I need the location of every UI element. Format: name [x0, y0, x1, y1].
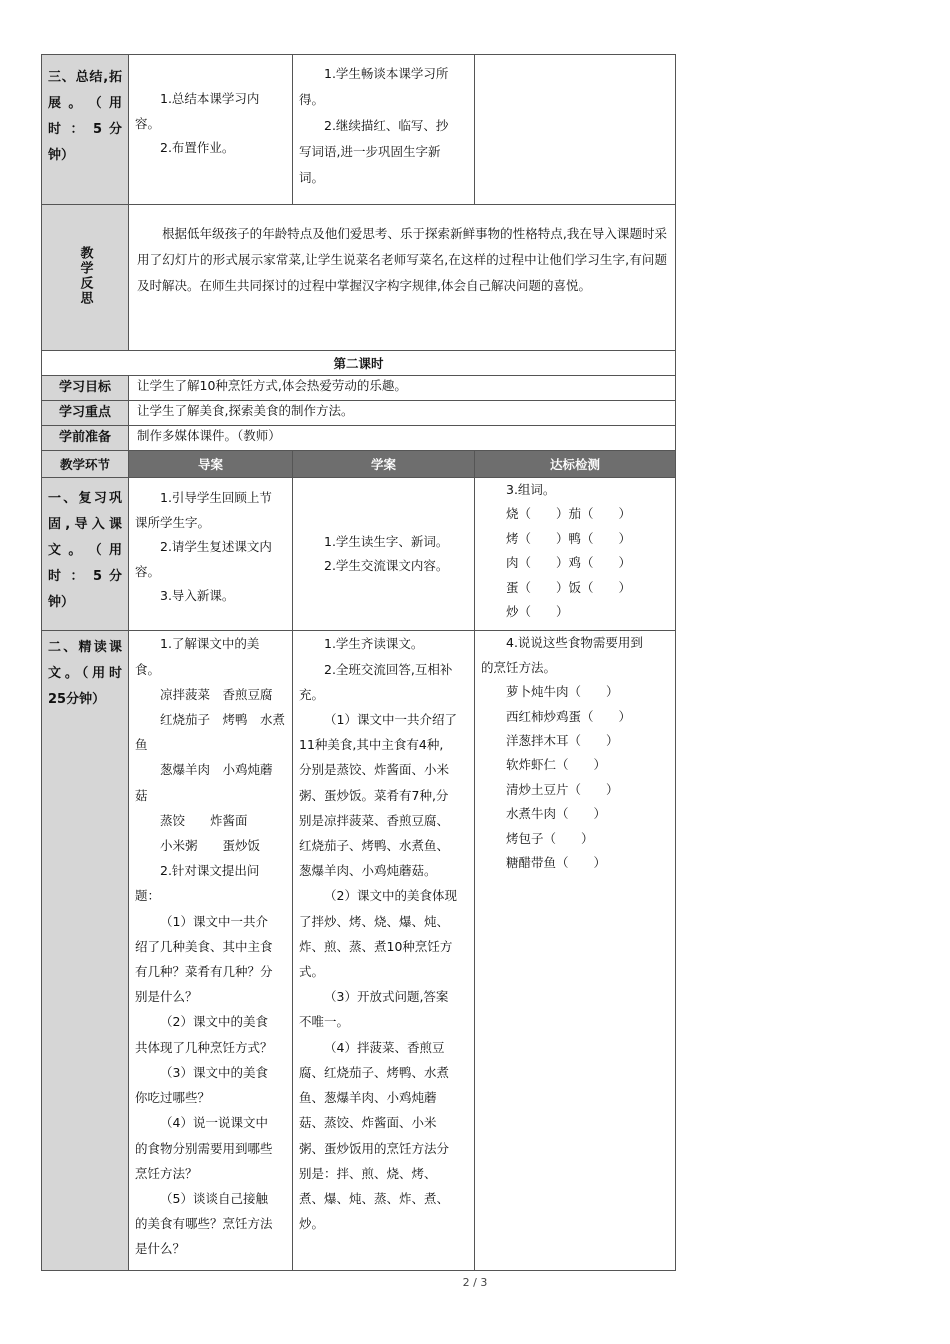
prep-value: 制作多媒体课件。（教师） — [129, 426, 676, 451]
header-stage: 教学环节 — [42, 451, 129, 478]
section3-guide: 1.总结本课学习内 容。 2.布置作业。 — [129, 55, 293, 205]
section3-label: 三、总结,拓 展 。 （ 用 时 ： 5 分 钟） — [42, 55, 129, 205]
lesson-plan-table — [41, 54, 676, 1271]
stage1-label: 一、复习巩 固,导入课 文 。 （ 用 时 ： 5 分 钟） — [42, 478, 129, 631]
stage1-row — [42, 478, 676, 631]
section3-check — [475, 55, 676, 205]
stage1-guide: 1.引导学生回顾上节 课所学生字。 2.请学生复述课文内 容。 3.导入新课。 — [129, 478, 293, 631]
header-guide: 导案 — [129, 451, 293, 478]
header-study: 学案 — [293, 451, 475, 478]
stage2-row — [42, 631, 676, 1271]
stage2-guide: 1.了解课文中的美 食。 凉拌菠菜 香煎豆腐 红烧茄子 烤鸭 水煮 鱼 葱爆羊肉 小鸡炖蘑 菇 蒸饺 炸酱面 小米粥 蛋炒饭 2.针对课文提出问 题： （1）课文中一共介 绍了几种美食、其中主食 有几种？菜肴有几种？分 别是什么？ （2）课文中的美食 共体现了几种烹饪方式？ （3）课文中的美食 你吃过哪些？ （4）说一说课文中 的食物分别需要用到哪些 烹饪方法？ （5）谈谈自己接触 的美食有哪些？烹饪方法 是什么？ — [129, 631, 293, 1271]
stage1-check: 3.组词。 烧（ ）茄（ ） 烤（ ）鸭（ ） 肉（ ）鸡（ ） 蛋（ ）饭（ ） 炒（ ） — [475, 478, 676, 631]
section3-row — [42, 55, 676, 205]
reflection-row — [42, 205, 676, 351]
goal-label: 学习目标 — [42, 376, 129, 401]
focus-value: 让学生了解美食,探索美食的制作方法。 — [129, 401, 676, 426]
stage2-label: 二、精读课 文。（用时 25分钟） — [42, 631, 129, 1271]
stage1-study: 1.学生读生字、新词。 2.学生交流课文内容。 — [293, 478, 475, 631]
goal-row — [42, 376, 676, 401]
prep-label: 学前准备 — [42, 426, 129, 451]
column-header-row — [42, 451, 676, 478]
stage2-study: 1.学生齐读课文。 2.全班交流回答,互相补 充。 （1）课文中一共介绍了 11种美食,其中主食有4种, 分别是蒸饺、炸酱面、小米 粥、蛋炒饭。菜肴有7种,分 别是凉拌菠菜、香煎豆腐、 红烧茄子、烤鸭、水煮鱼、 葱爆羊肉、小鸡炖蘑菇。 （2）课文中的美食体现 了拌炒、烤、烧、爆、炖、 炸、煎、蒸、煮10种烹饪方 式。 （3）开放式问题,答案 不唯一。 （4）拌菠菜、香煎豆 腐、红烧茄子、烤鸭、水煮 鱼、葱爆羊肉、小鸡炖蘑 菇、蒸饺、炸酱面、小米 粥、蛋炒饭用的烹饪方法分 别是：拌、煎、烧、烤、 煮、爆、炖、蒸、炸、煮、 炒。 — [293, 631, 475, 1271]
lesson2-title: 第二课时 — [42, 351, 676, 376]
stage2-check: 4.说说这些食物需要用到 的烹饪方法。 萝卜炖牛肉（ ） 西红柿炒鸡蛋（ ） 洋葱拌木耳（ ） 软炸虾仁（ ） 清炒土豆片（ ） 水煮牛肉（ ） 烤包子（ ） 糖醋带鱼（ ） — [475, 631, 676, 1271]
prep-row — [42, 426, 676, 451]
focus-row — [42, 401, 676, 426]
reflection-text: 根据低年级孩子的年龄特点及他们爱思考、乐于探索新鲜事物的性格特点,我在导入课题时采用了幻灯片的形式展示家常菜,让学生说菜名老师写菜名,在这样的过程中让他们学习生字,有问题及时解决。在师生共同探讨的过程中掌握汉字构字规律,体会自己解决问题的喜悦。 — [129, 205, 676, 351]
lesson2-title-row — [42, 351, 676, 376]
section3-study: 1.学生畅谈本课学习所 得。 2.继续描红、临写、抄 写词语,进一步巩固生字新 词。 — [293, 55, 475, 205]
focus-label: 学习重点 — [42, 401, 129, 426]
goal-value: 让学生了解10种烹饪方式,体会热爱劳动的乐趣。 — [129, 376, 676, 401]
header-check: 达标检测 — [475, 451, 676, 478]
page-number: 2 / 3 — [462, 1276, 488, 1289]
reflection-label: 教学反思 — [42, 205, 129, 351]
